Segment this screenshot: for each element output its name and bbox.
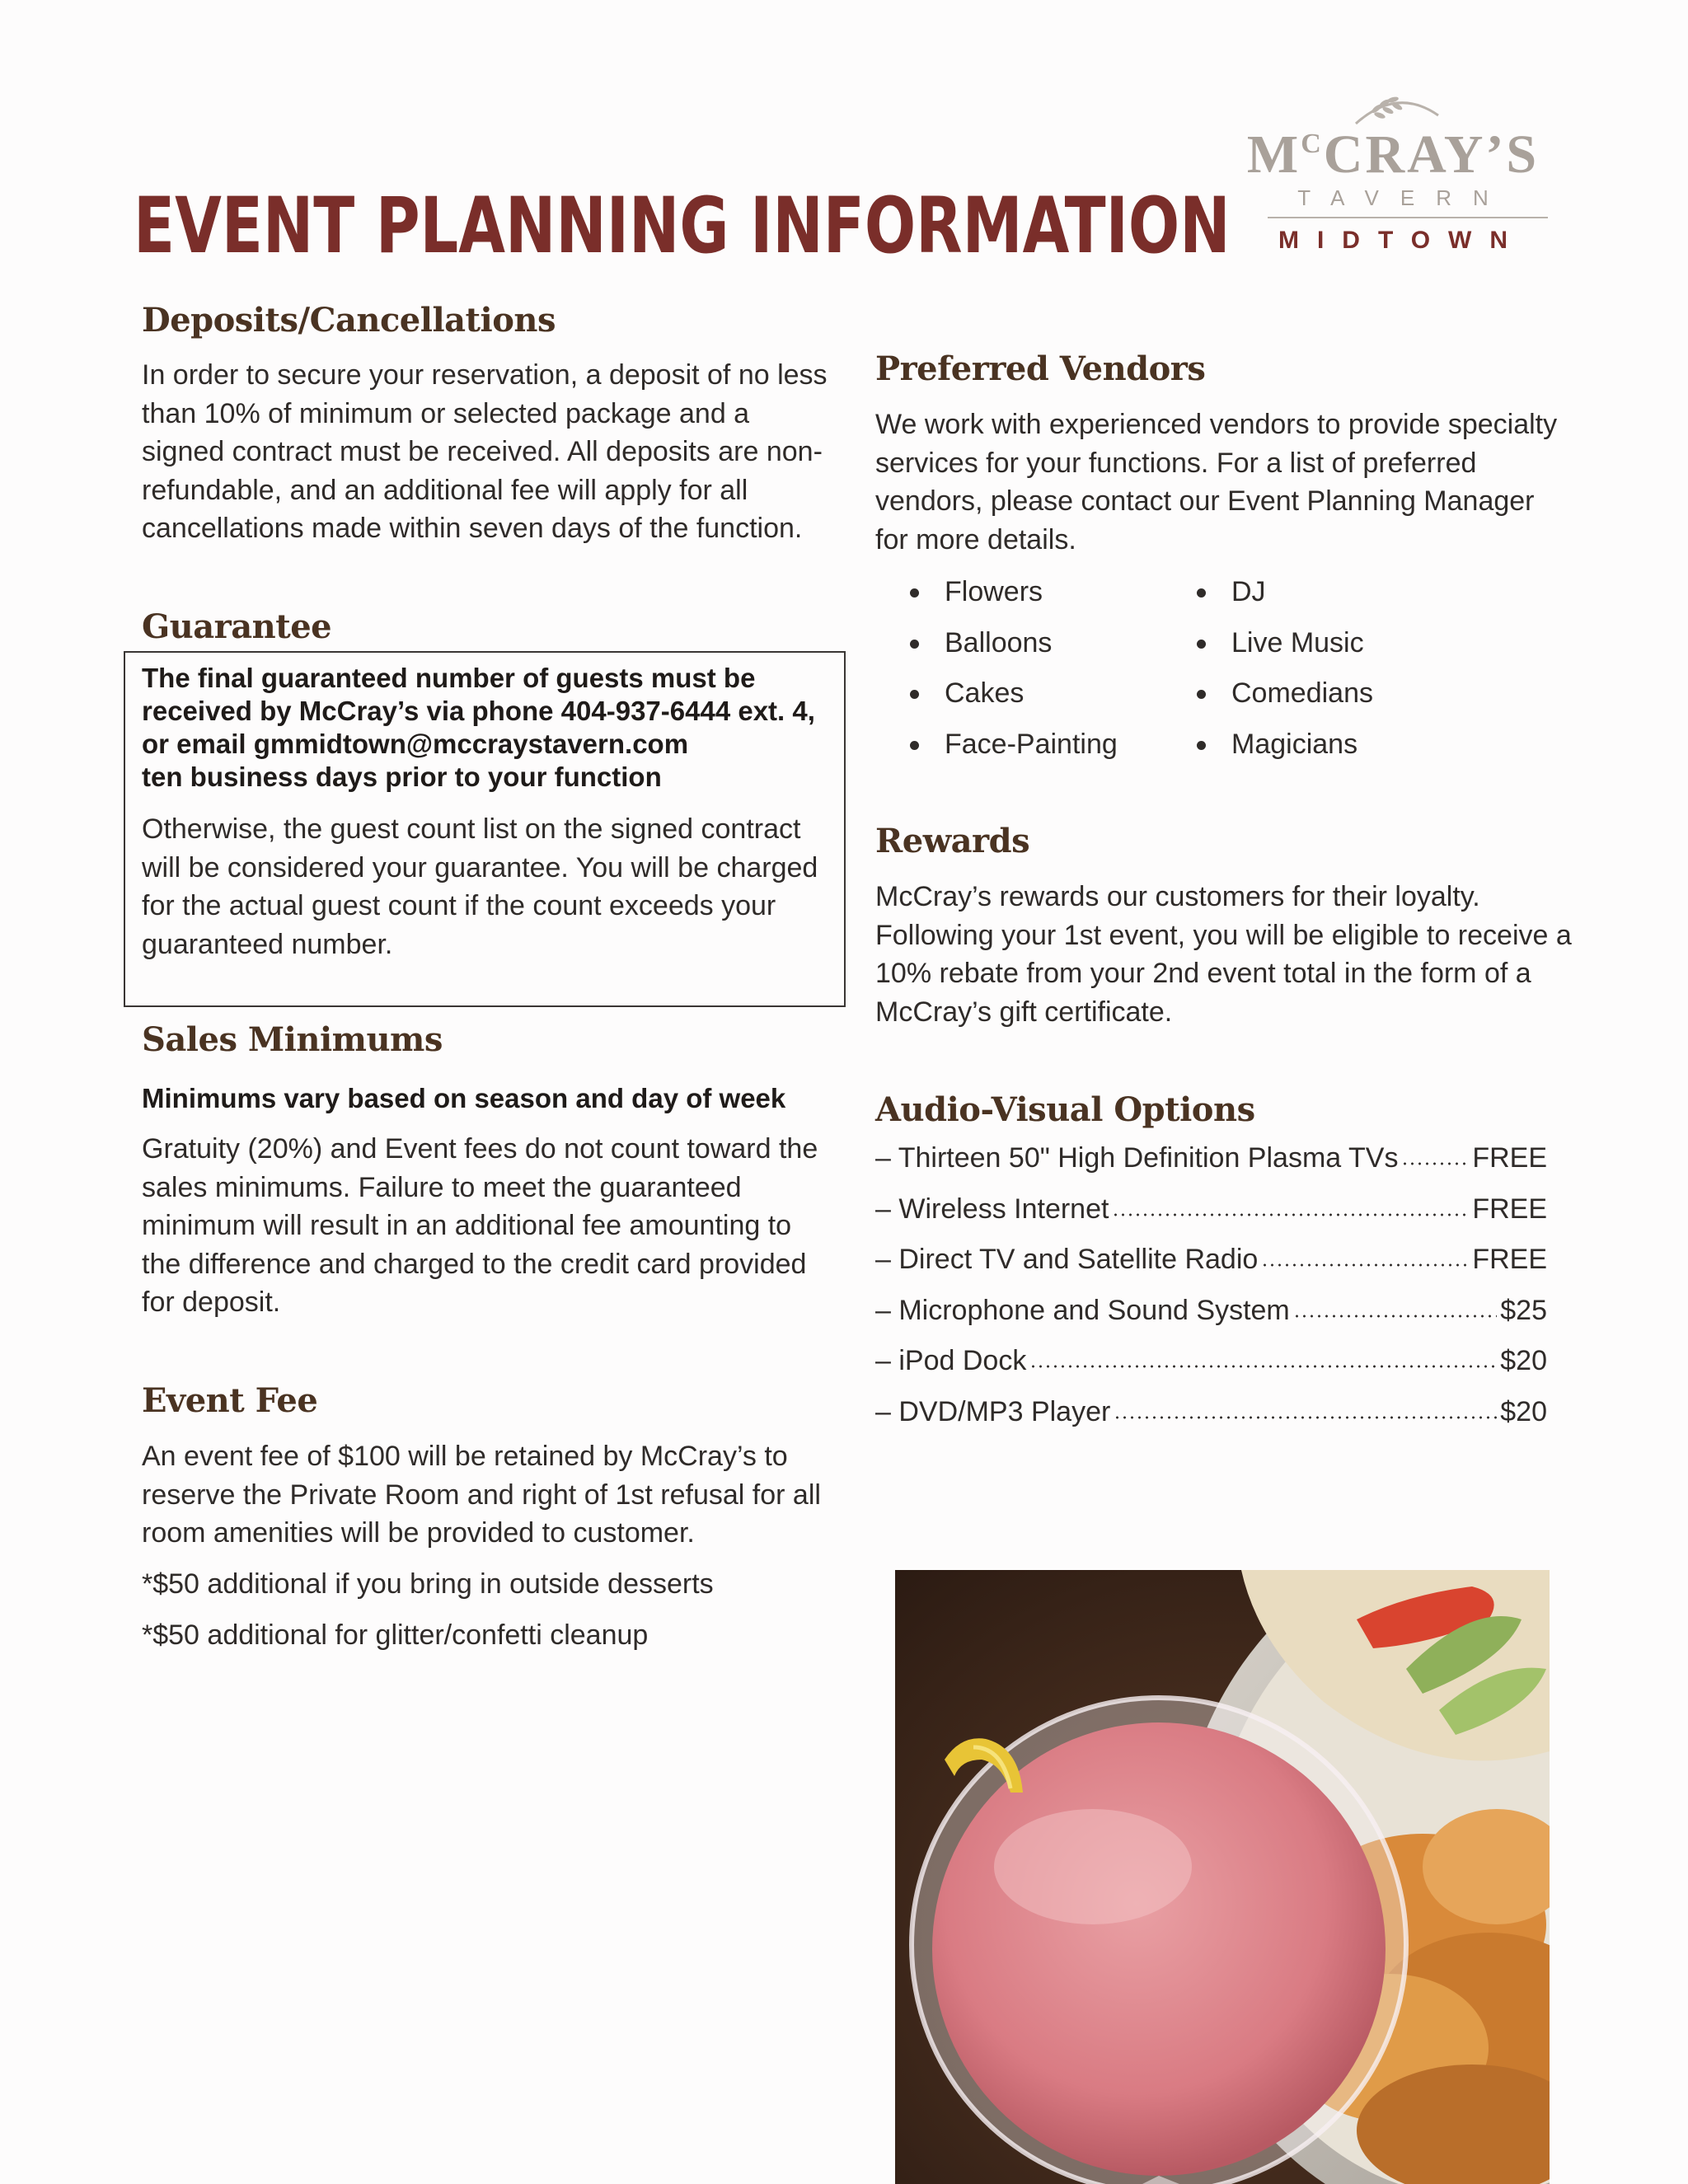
av-item-price: FREE bbox=[1472, 1193, 1547, 1225]
list-item: DJ bbox=[1193, 567, 1373, 618]
dot-leader bbox=[1293, 1290, 1498, 1323]
av-item-price: FREE bbox=[1472, 1244, 1547, 1275]
guarantee-heading: Guarantee bbox=[142, 607, 332, 646]
av-item-name: – iPod Dock bbox=[875, 1345, 1027, 1376]
list-item: Magicians bbox=[1193, 719, 1373, 771]
event-fee-note-desserts: *$50 additional if you bring in outside desserts bbox=[142, 1568, 714, 1600]
dot-leader bbox=[1029, 1340, 1497, 1373]
page-title: EVENT PLANNING INFORMATION bbox=[134, 181, 1231, 271]
logo-location: MIDTOWN bbox=[1278, 227, 1526, 254]
av-item-price: $25 bbox=[1500, 1294, 1547, 1326]
av-item bbox=[875, 1286, 1547, 1337]
av-item bbox=[875, 1387, 1547, 1438]
guarantee-body: Otherwise, the guest count list on the signed contract will be considered your guarantee. You will be charged for the actual guest count if the count exceeds your guaranteed number. bbox=[142, 813, 818, 960]
sales-minimums-subheading: Minimums vary based on season and day of week bbox=[142, 1083, 786, 1113]
av-item bbox=[875, 1184, 1547, 1235]
rewards-heading: Rewards bbox=[875, 822, 1030, 860]
dot-leader bbox=[1261, 1239, 1469, 1272]
av-item-price: FREE bbox=[1472, 1142, 1547, 1174]
logo-name: $M^CCRAY’S$ bbox=[1246, 124, 1540, 185]
rewards-body: McCray’s rewards our customers for their loyalty. Following your 1st event, you will be eligible to receive a 10% rebate from your 2nd event total in the form of a McCray’s gift certificate. bbox=[875, 881, 1572, 1028]
deposits-body: In order to secure your reservation, a deposit of no less than 10% of minimum or selected package and a signed contract must be received. All deposits are non-refundable, and an additional fee will apply for all cancellations made within seven days of the function. bbox=[142, 359, 828, 544]
av-item bbox=[875, 1133, 1547, 1184]
wheat-icon bbox=[1352, 91, 1442, 128]
av-item-name: – Thirteen 50" High Definition Plasma TVs bbox=[875, 1142, 1399, 1174]
event-fee-note-cleanup: *$50 additional for glitter/confetti cleanup bbox=[142, 1619, 649, 1651]
av-item-name: – Wireless Internet bbox=[875, 1193, 1109, 1225]
logo-divider bbox=[1268, 217, 1548, 218]
sales-minimums-body: Gratuity (20%) and Event fees do not count toward the sales minimums. Failure to meet the guaranteed minimum will result in an additional fee amounting to the difference and charged to the credit card provided for deposit. bbox=[142, 1133, 818, 1318]
vendors-heading: Preferred Vendors bbox=[875, 349, 1206, 388]
dot-leader bbox=[1401, 1137, 1469, 1170]
sales-minimums-heading: Sales Minimums bbox=[142, 1020, 443, 1059]
list-item: Balloons bbox=[907, 618, 1118, 669]
list-item: Flowers bbox=[907, 567, 1118, 618]
event-fee-body: An event fee of $100 will be retained by McCray’s to reserve the Private Room and right of 1st refusal for all room amenities will be provided to customer. bbox=[142, 1441, 821, 1549]
cocktail-photo bbox=[895, 1570, 1550, 2184]
list-item: Face-Painting bbox=[907, 719, 1118, 771]
av-item-name: – DVD/MP3 Player bbox=[875, 1395, 1111, 1427]
event-fee-heading: Event Fee bbox=[142, 1381, 318, 1420]
av-item-name: – Microphone and Sound System bbox=[875, 1294, 1290, 1326]
dot-leader bbox=[1114, 1391, 1497, 1424]
av-item-name: – Direct TV and Satellite Radio bbox=[875, 1244, 1259, 1275]
list-item: Comedians bbox=[1193, 668, 1373, 719]
mccrays-tavern-logo bbox=[1228, 91, 1558, 264]
av-item-price: $20 bbox=[1500, 1395, 1547, 1427]
av-item bbox=[875, 1336, 1547, 1387]
deposits-heading: Deposits/Cancellations bbox=[142, 301, 556, 340]
vendors-body: We work with experienced vendors to provide specialty services for your functions. For a list of preferred vendors, please contact our Event Planning Manager for more details. bbox=[875, 409, 1558, 555]
list-item: Live Music bbox=[1193, 618, 1373, 669]
av-options-heading: Audio-Visual Options bbox=[875, 1090, 1255, 1129]
vendor-list-left bbox=[907, 567, 1118, 770]
list-item: Cakes bbox=[907, 668, 1118, 719]
dot-leader bbox=[1112, 1188, 1469, 1221]
logo-tavern: TAVERN bbox=[1297, 185, 1510, 210]
vendor-list-right bbox=[1193, 567, 1373, 770]
guarantee-notice: The final guaranteed number of guests must be received by McCray’s via phone 404-937-6444 ext. 4, or email gmmidtown@mccraystavern.com ten business days prior to your function bbox=[142, 663, 815, 792]
av-item-price: $20 bbox=[1500, 1345, 1547, 1376]
av-item bbox=[875, 1235, 1547, 1286]
av-options-list bbox=[875, 1133, 1547, 1437]
